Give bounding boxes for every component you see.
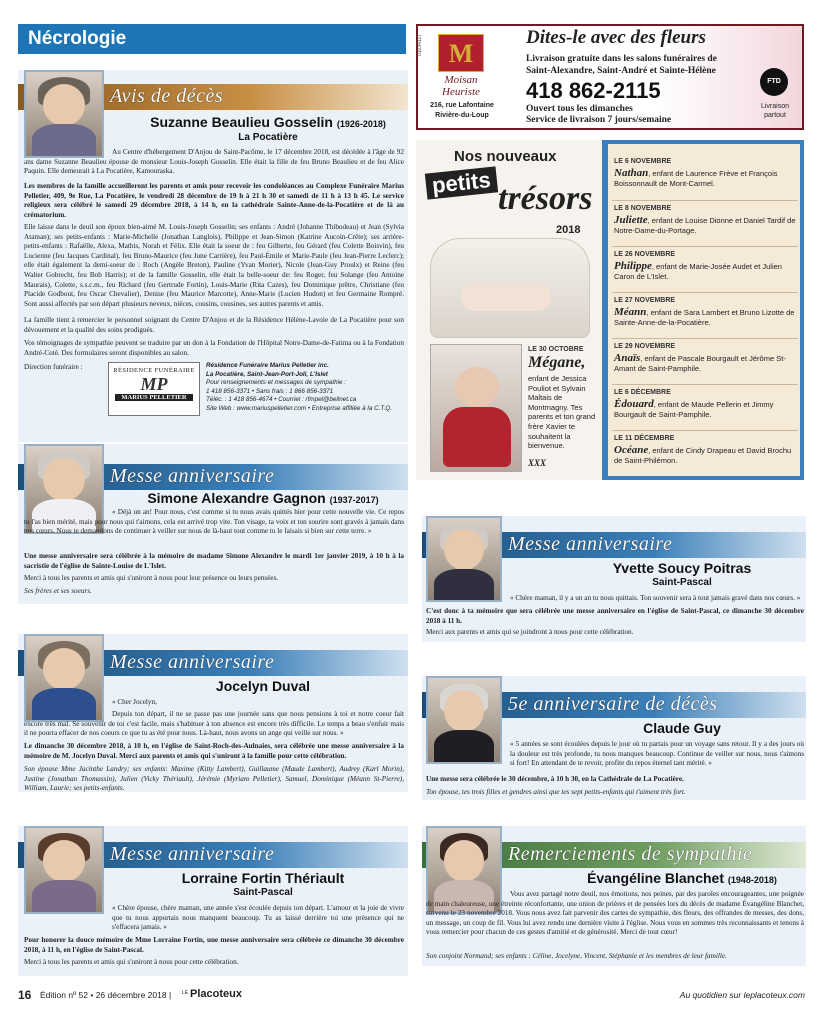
poitras-text-3: Merci aux parents et amis qui se joindront à nous pour cette célébration. <box>426 628 634 636</box>
guy-notice <box>422 676 806 800</box>
featured-birth-date: LE 30 OCTOBRE <box>528 346 584 353</box>
theriault-banner-text: Messe anniversaire <box>110 843 275 865</box>
avis-director-label: Direction funéraire : <box>24 363 83 371</box>
blanchet-notice <box>422 826 806 966</box>
ad-phone[interactable]: 418 862-2115 <box>526 78 661 103</box>
edition-info: Édition nº 52 • 26 décembre 2018 | <box>40 990 172 1000</box>
poitras-notice <box>422 516 806 642</box>
footer-website[interactable]: Au quotidien sur leplacoteux.com <box>679 990 805 1000</box>
theriault-name: Lorraine Fortin Thériault <box>181 870 345 886</box>
avis-text-5: Vos témoignages de sympathie peuvent se traduire par un don à la Fondation de l'Hôpital Notre-Dame-de-Fatima ou à la Fondation André-Coté. Des formulaires seront disponibles au salon. <box>24 339 404 357</box>
ad-code: 01034117 <box>417 34 423 56</box>
birth-separator <box>612 430 798 431</box>
duval-photo <box>24 634 104 722</box>
megane-photo <box>430 344 522 472</box>
section-title: Nécrologie <box>28 28 127 49</box>
section-header <box>18 24 406 54</box>
avis-deces-notice <box>18 70 408 442</box>
ftd-logo-icon: FTD <box>760 68 788 96</box>
funeral-home-logo: RÉSIDENCE FUNÉRAIRE MP MARIUS PELLETIER <box>108 362 200 416</box>
tresors-title-2: petits <box>425 166 498 199</box>
birth-entry: Méann, enfant de Sara Lambert et Bruno Lizotte de Sainte-Anne-de-la-Pocatière. <box>614 306 795 327</box>
birth-entry: Philippe, enfant de Marie-Josée Audet et Julien Caron de L'Islet. <box>614 260 782 281</box>
birth-separator <box>612 292 798 293</box>
theriault-place: Saint-Pascal <box>233 887 293 898</box>
poitras-place: Saint-Pascal <box>652 577 712 588</box>
avis-place: La Pocatière <box>238 132 298 143</box>
gagnon-banner-text: Messe anniversaire <box>110 465 275 487</box>
birth-date: LE 8 NOVEMBRE <box>614 205 672 212</box>
tresors-title-1: Nos nouveaux <box>454 148 557 165</box>
ad-service: Service de livraison 7 jours/semaine <box>526 115 672 125</box>
guy-banner-text: 5e anniversaire de décès <box>508 693 718 715</box>
birth-date: LE 27 NOVEMBRE <box>614 297 676 304</box>
birth-date: LE 11 DÉCEMBRE <box>614 435 675 442</box>
duval-name: Jocelyn Duval <box>215 678 311 694</box>
avis-text-3: Elle laisse dans le deuil son époux bien-aimé M. Louis-Joseph Gosselin; ses enfants : André (Johanne Thibodeau) et Jean (Sylvia Ataman); ses petits-enfants : Marie-Michelle (Jonathan Langlois), Philippe et Jean-Simon (Katrine Aucoin-Crête); ses arrière-petits-enfants : Rafaëlle, Alexa, Mathis, Norah et Félix. Elle était la soeur de : feu Gilberte, feu Gérard (feu Colette Boisvin), feu Lucienne (feu Jacques Cardinal), feu Bruno-Maurice (feu June Carrière), feu Paul-Émile et Marie-Paule (feu Jean-Pierre Leclerc); elle était également la demi-soeur de : Roch (Angèle Breton), Pauline (Yvan Morier), Nicole (Jean-Guy Proulx) et Reine (feu Walter Gobrecht, feu Bob Harris); et de la famille Gosselin, elle était la belle-soeur de: feu Roger, feu Solange (feu Antoine Maurais), Colette, s.s.c.m., feu Richard (feu Gertrude Fortin), Louis-Marie (Rita Cazes), feu Dominique prêtre, Christiane (feu Placide Godbout, feu Oscar Chevalier), Denise (feu Maurice Marcotte), Anne-Marie (Lucien Hudon) et feu Germaine Rompré. Sont aussi affectés par son départ plusieurs neveux, nièces, cousins, cousines, ses autres parents et amis. <box>24 223 404 308</box>
blanchet-banner-text: Remerciements de sympathie <box>508 843 753 865</box>
florist-brand-2: Heuriste <box>442 86 480 98</box>
brand-name: Placoteux <box>190 988 242 1000</box>
avis-photo <box>24 70 104 158</box>
avis-name: Suzanne Beaulieu Gosselin (1926-2018) <box>150 114 386 130</box>
theriault-text-3: Merci à tous les parents et amis qui s'uniront à nous pour cette célébration. <box>24 958 239 966</box>
theriault-text-2: Pour honorer la douce mémoire de Mme Lorraine Fortin, une messe anniversaire sera célébrée ce dimanche 30 décembre 2018, à 11 h, en l'église de Saint-Pascal. <box>24 936 404 954</box>
ad-delivery: Livraison partout <box>760 103 789 119</box>
gagnon-name: Simone Alexandre Gagnon (1937-2017) <box>147 490 379 506</box>
birth-entry: Édouard, enfant de Maude Pellerin et Jimmy Bourgault de Saint-Pamphile. <box>614 398 774 419</box>
guy-sign: Ton épouse, tes trois filles et gendres ainsi que tes sept petits-enfants qui t'aiment très fort. <box>426 788 686 796</box>
birth-date: LE 26 NOVEMBRE <box>614 251 676 258</box>
gagnon-text-2: Une messe anniversaire sera célébrée à la mémoire de madame Simone Alexandre le mardi 1er janvier 2019, à 10 h à la sacristie de l'église de Sainte-Louise de L'Islet. <box>24 552 404 570</box>
tresors-title-3: trésors <box>498 180 593 217</box>
birth-separator <box>612 384 798 385</box>
birth-entry: Nathan, enfant de Laurence Frève et François Boissonnault de Mont-Carmel. <box>614 167 778 188</box>
gagnon-notice <box>18 444 408 604</box>
birth-entry: Juliette, enfant de Louise Dionne et Daniel Tardif de Notre-Dame-du-Portage. <box>614 214 796 235</box>
ad-line-2: Saint-Alexandre, Saint-André et Sainte-Hélène <box>526 66 716 76</box>
duval-sign: Son épouse Mme Jacinthe Landry; ses enfants: Maxime (Kitty Lambert), Guillaume (Maude Lambert), Audrey (Karl Morin), Justine (Jonathan Thomassin), Julien (Vicky Thériault), Jérémie (Myriam Pelletier), Samuel, Dominique (Méann St-Pierre), William, Laurie; ses petits-enfants. <box>24 765 404 793</box>
avis-text-1: Au Centre d'hébergement D'Anjou de Saint-Pacôme, le 17 décembre 2018, est décédée à l'âge de 92 ans dame Suzanne Beaulieu épouse de monsieur Louis-Joseph Gosselin. Elle était la fille de feu Bruno Beaulieu et de feu Alice Paquin. Elle demeurait à La Pocatière, Kamouraska. <box>24 148 404 176</box>
guy-photo <box>426 676 502 764</box>
florist-address-2: Rivière-du-Loup <box>435 112 489 119</box>
gagnon-text-3: Merci à tous les parents et amis qui s'uniront à nous pour leur présence ou leurs pensées. <box>24 574 279 582</box>
blanchet-name: Évangéline Blanchet (1948-2018) <box>587 870 777 886</box>
guy-text-1: « 5 années se sont écoulées depuis le jour où tu partais pour un voyage sans retour. Il y a des jours où la douleur est très profonde, tu nous manques beaucoup. Continue de veiller sur nous, nous t'aimons si fort! En attendant de te revoir, profite du repos éternel tant mérité. » <box>510 740 804 768</box>
poitras-banner-text: Messe anniversaire <box>508 533 673 555</box>
birth-separator <box>612 246 798 247</box>
funeral-home-info: Résidence Funéraire Marius Pelletier inc. La Pocatière, Saint-Jean-Port-Joli, L'Islet Pour renseignements et messages de sympathie : 1 418 856-3371 • Sans frais : 1 866 856-3371 Téléc. : 1 418 856-4674 • Courriel : rfmpel@bellnet.ca Site Web : www.mariuspelletier.com • Entreprise affiliée à la C.T.Q. <box>206 362 393 412</box>
duval-text-0: « Cher Jocelyn, <box>112 698 157 706</box>
ad-line-1: Livraison gratuite dans les salons funéraires de <box>526 54 717 64</box>
tresors-year: 2018 <box>556 224 581 236</box>
duval-text-2: Le dimanche 30 décembre 2018, à 10 h, en l'église de Saint-Roch-des-Aulnaies, sera célébrée une messe anniversaire à la mémoire de M. Jocelyn Duval. Merci aux parents et amis qui s'uniront à la famille pour cette célébration. <box>24 742 404 760</box>
poitras-name: Yvette Soucy Poitras <box>612 560 752 576</box>
birth-separator <box>612 200 798 201</box>
birth-separator <box>612 338 798 339</box>
duval-text-1: Depuis ton départ, il ne se passe pas une journée sans que nous pensions à toi et notre coeur fait encore très mal. Se souvenir de toi c'est facile, mais s'habituer à ton absence est encore très difficile. Le temps a beau s'enfuir mais il ne pourra effacer de nos coeurs ce que tu as été pour nous. Là-haut, nous avons un ange qui veille sur nous. » <box>24 710 404 738</box>
poitras-text-2: C'est donc à ta mémoire que sera célébrée une messe anniversaire en l'église de Saint-Pascal, ce dimanche 30 décembre 2018 à 11 h. <box>426 607 804 625</box>
florist-brand-1: Moisan <box>444 74 478 86</box>
gagnon-text-1: « Déjà un an! Pour nous, c'est comme si tu nous avais quittés hier pour cette nouvelle vie. Ce repos tu l'as bien mérité, mais pour nous qui t'aimons, cela est arrivé trop vite. Ton visage, ta voix et ton sourire sont gravés à jamais dans nos cœurs. Nous te demandons de continuer à veiller sur nous de là-haut tout comme tu le faisais si bien sur cette terre. » <box>24 508 404 536</box>
brand-small: LE <box>182 990 189 996</box>
duval-notice <box>18 634 408 792</box>
poitras-photo <box>426 516 502 602</box>
poitras-text-1: « Chère maman, il y a un an tu nous quittais. Ton souvenir sera à tout jamais gravé dans nos cœurs. » <box>510 594 801 602</box>
duval-banner-text: Messe anniversaire <box>110 651 275 673</box>
gagnon-sign: Ses frères et ses soeurs. <box>24 587 92 595</box>
birth-entry: Anaïs, enfant de Pascale Bourgault et Jérôme St-Amant de Saint-Pamphile. <box>614 352 786 373</box>
theriault-photo <box>24 826 104 914</box>
avis-banner-text: Avis de décès <box>110 85 224 107</box>
featured-birth-name: Mégane, <box>528 354 586 371</box>
guy-name: Claude Guy <box>643 720 721 736</box>
blanchet-text-1: Vous avez partagé notre deuil, nos émotions, nos peines, par des paroles encourageantes, une poignée de main chaleureuse, une étreinte réconfortante, une union de prières et de pensées lors du décès de madame Évangéline Blanchet, survenu le 23 novembre 2018. Vous nous avez fait parvenir des cartes de sympathie, des fleurs, des offrandes de messes, des dons, un message, un coup de fil. Vous lui avez rendu une dernière visite à l'église. Nous vous en sommes très reconnaissants et tenons à vous remercier pour chacun de ces gestes d'amitié et de générosité. Merci de tout cœur! <box>426 890 804 937</box>
tresors-left-panel <box>416 140 602 480</box>
birth-entry: Océane, enfant de Cindy Drapeau et David Brochu de Saint-Philémon. <box>614 444 792 465</box>
theriault-notice <box>18 826 408 976</box>
ad-hours: Ouvert tous les dimanches <box>526 104 633 114</box>
avis-text-2: Les membres de la famille accueilleront les parents et amis pour recevoir les condoléances au Complexe Funéraire Marius Pelletier, 409, 9e Rue, La Pocatière, le vendredi 28 décembre de 19 h à 21 h 30 et samedi de 11 h à 13 h 45. Le service religieux sera célébré le samedi 29 décembre 2018, à 14 h, en la cathédrale Sainte-Anne-de-la-Pocatière et de là au crématorium. <box>24 182 404 219</box>
theriault-text-1: « Chère épouse, chère maman, une année s'est écoulée depuis ton départ. L'amour et la joie de vivre que tu nous apportais nous manquent beaucoup. Tu as laissé derrière toi une présence qui ne s'effacera jamais. » <box>112 904 404 932</box>
featured-birth-sign: XXX <box>528 458 547 468</box>
page-footer <box>0 988 827 1018</box>
blanchet-sign: Son conjoint Normand; ses enfants : Céline, Jocelyne, Vincent, Stéphanie et les membres de leur famille. <box>426 952 727 960</box>
birth-date: LE 6 DÉCEMBRE <box>614 389 671 396</box>
birth-date: LE 6 NOVEMBRE <box>614 158 672 165</box>
baby-chair-photo <box>430 238 590 338</box>
avis-text-4: La famille tient à remercier le personnel soignant du Centre D'Anjou et de la Résidence Hélène-Lavoie de La Pocatière pour son dévouement et la qualité des soins prodigués. <box>24 316 404 334</box>
florist-address-1: 216, rue Lafontaine <box>430 102 494 109</box>
featured-birth-text: enfant de Jessica Pouliot et Sylvain Maltais de Montmagny. Tes parents et ton grand frère Xavier te souhaitent la bienvenue. <box>528 374 596 451</box>
guy-text-2: Une messe sera célébrée le 30 décembre, à 10 h 30, en la Cathédrale de La Pocatière. <box>426 775 684 783</box>
flower-shop-ad[interactable] <box>416 24 804 130</box>
ad-title: Dites-le avec des fleurs <box>526 27 706 48</box>
page-number: 16 <box>18 988 32 1002</box>
florist-logo-icon <box>438 34 484 72</box>
birth-date: LE 29 NOVEMBRE <box>614 343 676 350</box>
